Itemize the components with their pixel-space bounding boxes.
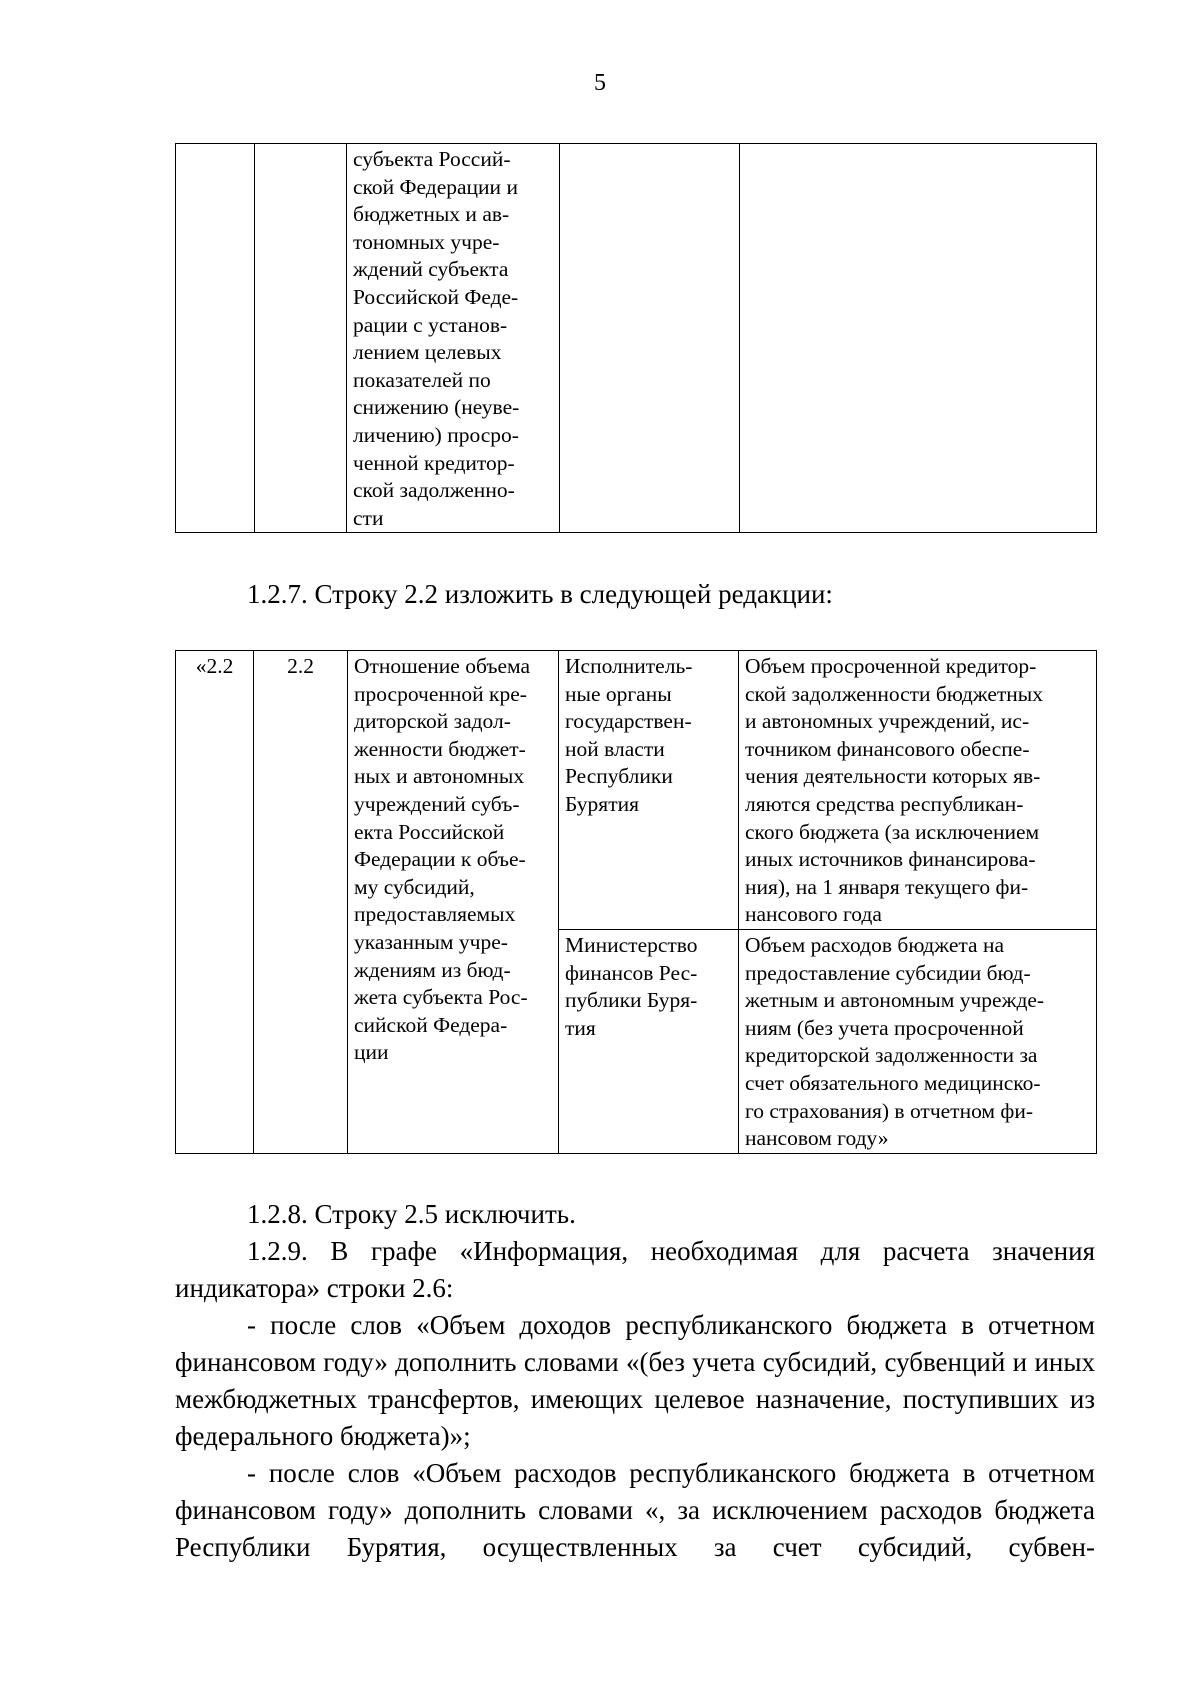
cell-responsible bbox=[560, 144, 740, 533]
cell-indicator-number: 2.2 bbox=[254, 651, 348, 1154]
cell-indicator-number bbox=[255, 144, 347, 533]
cell-responsible: Министерство финансов Рес- публики Буря- тия bbox=[559, 929, 739, 1153]
table-row bbox=[176, 144, 1097, 533]
paragraph-bullet-2: - после слов «Объем расходов республиканского бюджета в отчетном финансовом году» дополнить словами «, за исключением расходов бюджета Республики Бурятия, осуществленных за счет субсидий, субвен- bbox=[175, 1458, 1095, 1562]
cell-row-number bbox=[176, 144, 255, 533]
table-row bbox=[176, 651, 1097, 930]
cell-info bbox=[740, 144, 1097, 533]
table-row-2-2 bbox=[175, 650, 1097, 1154]
paragraph-bullet-1: - после слов «Объем доходов республиканского бюджета в отчетном финансовом году» дополнить словами «(без учета субсидий, субвенций и иных межбюджетных трансфертов, имеющих целевое назначение, поступивших из федерального бюджета)»; bbox=[175, 1310, 1095, 1451]
cell-indicator-name: субъекта Россий- ской Федерации и бюджетных и ав- тономных учре- ждений субъекта Российской Феде- рации с установ- лением целевых показателей по снижению (неуве- личению) просро- ченной кредитор- ской задолженно- сти bbox=[347, 144, 560, 533]
table-continuation bbox=[175, 143, 1097, 533]
paragraph-1-2-9: 1.2.9. В графе «Информация, необходимая для расчета значения индикатора» строки 2.6: bbox=[175, 1236, 1095, 1303]
cell-info: Объем расходов бюджета на предоставление субсидии бюд- жетным и автономным учрежде- ниям (без учета просроченной кредиторской задолженности за счет обязательного медицинско- го страхования) в отчетном фи- нансовом году» bbox=[739, 929, 1097, 1153]
cell-indicator-name: Отношение объема просроченной кре- диторской задол- женности бюджет- ных и автономных учреждений субъ- екта Российской Федерации к объе- му субсидий, предоставляемых указанным учре- ждениям из бюд- жета субъекта Рос- сийской Федера- ции bbox=[348, 651, 559, 1154]
cell-row-number: «2.2 bbox=[176, 651, 254, 1154]
page-number: 5 bbox=[594, 70, 606, 96]
cell-info: Объем просроченной кредитор- ской задолженности бюджетных и автономных учреждений, ис- точником финансового обеспе- чения деятельности которых яв- ляются средства республикан- ского бюджета (за исключением иных источников финансирова- ния), на 1 января текущего фи- нансового года bbox=[739, 651, 1097, 930]
paragraph-1-2-8: 1.2.8. Строку 2.5 исключить. bbox=[247, 1199, 576, 1229]
cell-responsible: Исполнитель- ные органы государствен- ной власти Республики Бурятия bbox=[559, 651, 739, 930]
section-heading-1-2-7: 1.2.7. Строку 2.2 изложить в следующей редакции: bbox=[247, 579, 833, 609]
